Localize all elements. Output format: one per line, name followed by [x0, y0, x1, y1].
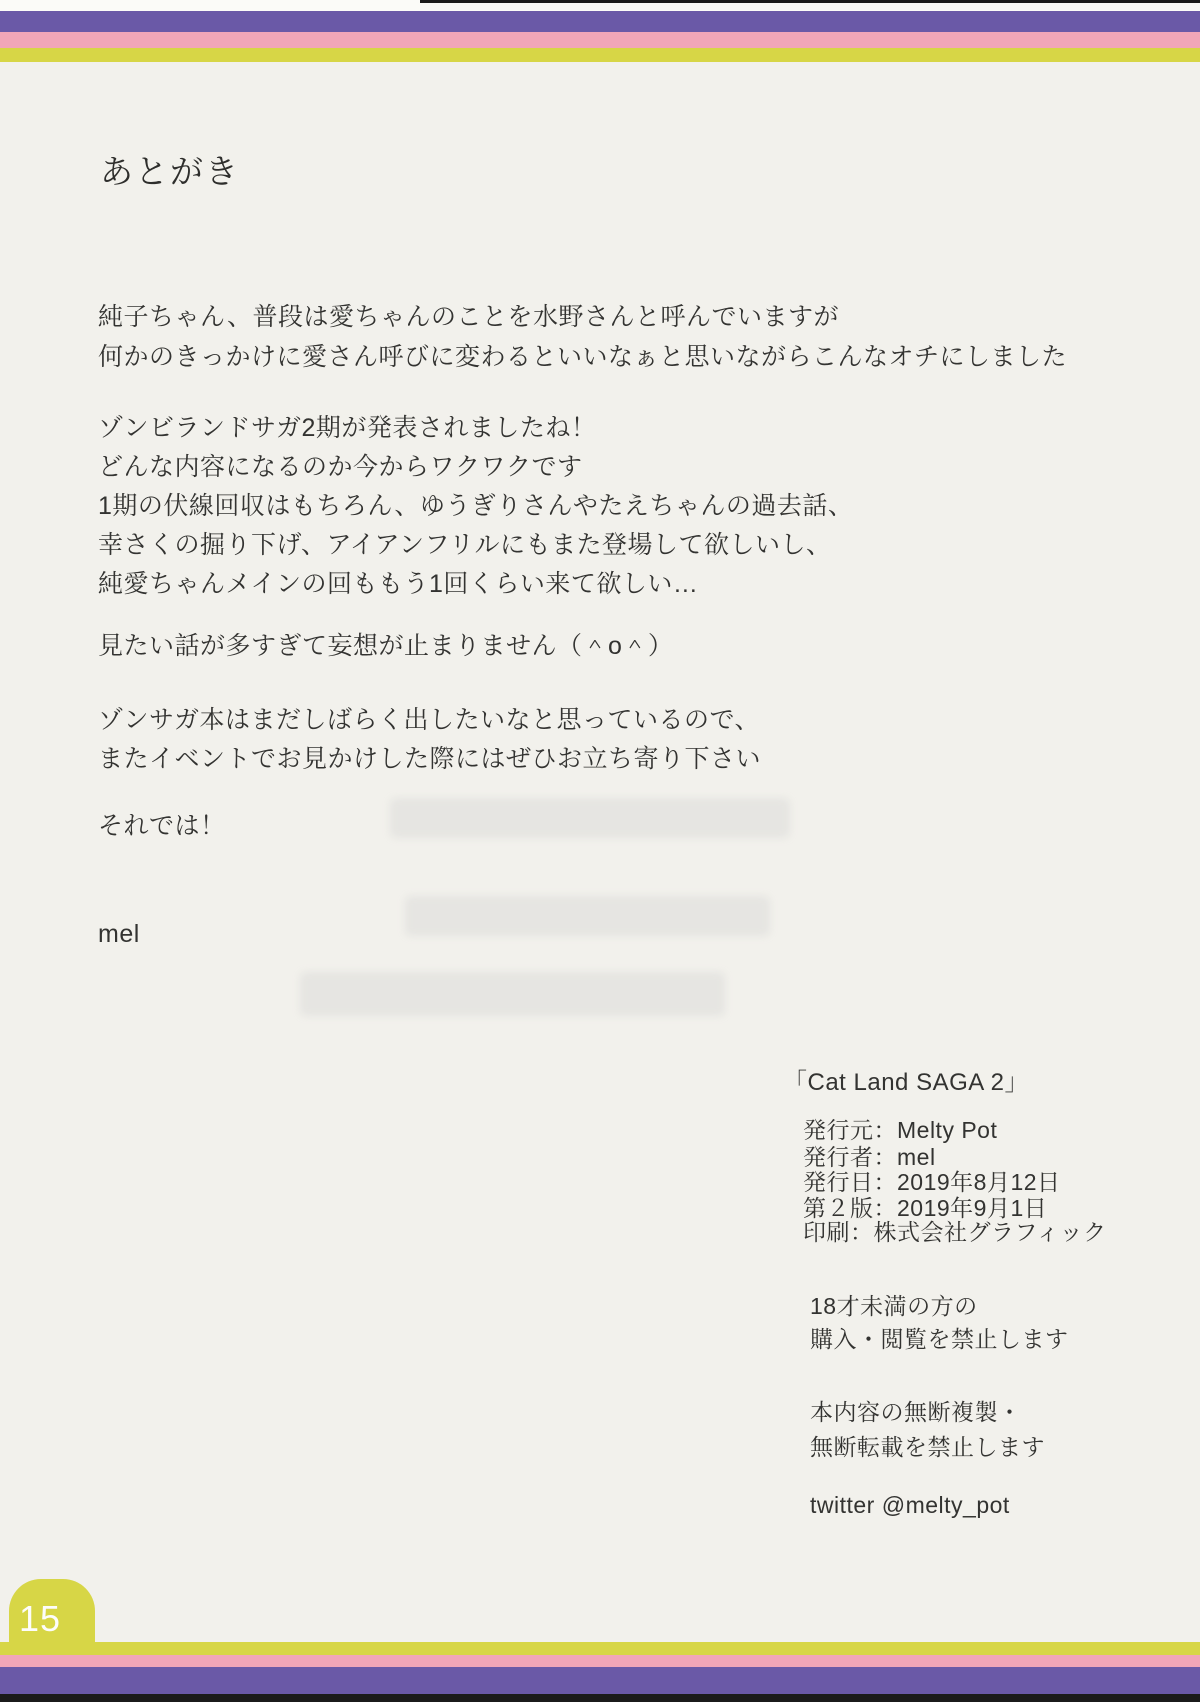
colophon-publisher: 発行元：Melty Pot [803, 1117, 998, 1143]
afterword-line: 何かのきっかけに愛さん呼びに変わるといいなぁと思いながらこんなオチにしました [98, 343, 1068, 371]
scan-edge-artifact [420, 0, 1200, 3]
afterword-line: 幸さくの掘り下げ、アイアンフリルにもまた登場して欲しいし、 [98, 531, 832, 559]
afterword-line: 見たい話が多すぎて妄想が止まりません（＾o＾） [98, 632, 674, 660]
afterword-line: どんな内容になるのか今からワクワクです [98, 453, 583, 481]
colophon-author: 発行者：mel [803, 1144, 936, 1170]
page-number-tab [9, 1579, 95, 1642]
afterword-line: 純子ちゃん、普段は愛ちゃんのことを水野さんと呼んでいますが [98, 303, 840, 331]
afterword-line: それでは！ [98, 812, 226, 840]
colophon-publish-date: 発行日：2019年8月12日 [803, 1169, 1061, 1195]
colophon-second-edition: 第２版：2019年9月1日 [803, 1195, 1048, 1221]
page-showthrough-smudge [405, 896, 770, 936]
afterword-line: 1期の伏線回収はもちろん、ゆうぎりさんやたえちゃんの過去話、 [98, 492, 854, 520]
copyright-notice: 無断転載を禁止します [810, 1434, 1045, 1460]
bottom-stripe-yellow [0, 1642, 1200, 1655]
top-stripe-yellow [0, 48, 1200, 62]
afterword-line: ゾンサガ本はまだしばらく出したいなと思っているので、 [98, 706, 761, 734]
copyright-notice: 本内容の無断複製・ [810, 1399, 1022, 1425]
age-restriction-notice: 18才未満の方の [810, 1293, 978, 1319]
author-signature: mel [98, 920, 140, 948]
top-stripe-purple [0, 11, 1200, 32]
afterword-line: ゾンビランドサガ2期が発表されましたね！ [98, 414, 597, 442]
afterword-line: 純愛ちゃんメインの回ももう1回くらい来て欲しい… [98, 570, 699, 598]
page-title: あとがき [100, 153, 240, 190]
page-showthrough-smudge [390, 798, 790, 838]
afterword-line: またイベントでお見かけした際にはぜひお立ち寄り下さい [98, 745, 762, 773]
page-number: 15 [19, 1598, 62, 1639]
scan-edge-artifact [0, 1694, 1200, 1702]
top-stripe-pink [0, 32, 1200, 48]
bottom-stripe-purple [0, 1667, 1200, 1694]
colophon-printer: 印刷：株式会社グラフィック [803, 1219, 1107, 1245]
page-showthrough-smudge [300, 972, 725, 1016]
twitter-handle: twitter @melty_pot [810, 1492, 1010, 1518]
colophon-book-title: 「Cat Land SAGA 2」 [783, 1069, 1029, 1096]
bottom-stripe-pink [0, 1655, 1200, 1667]
age-restriction-notice: 購入・閲覧を禁止します [810, 1326, 1069, 1352]
